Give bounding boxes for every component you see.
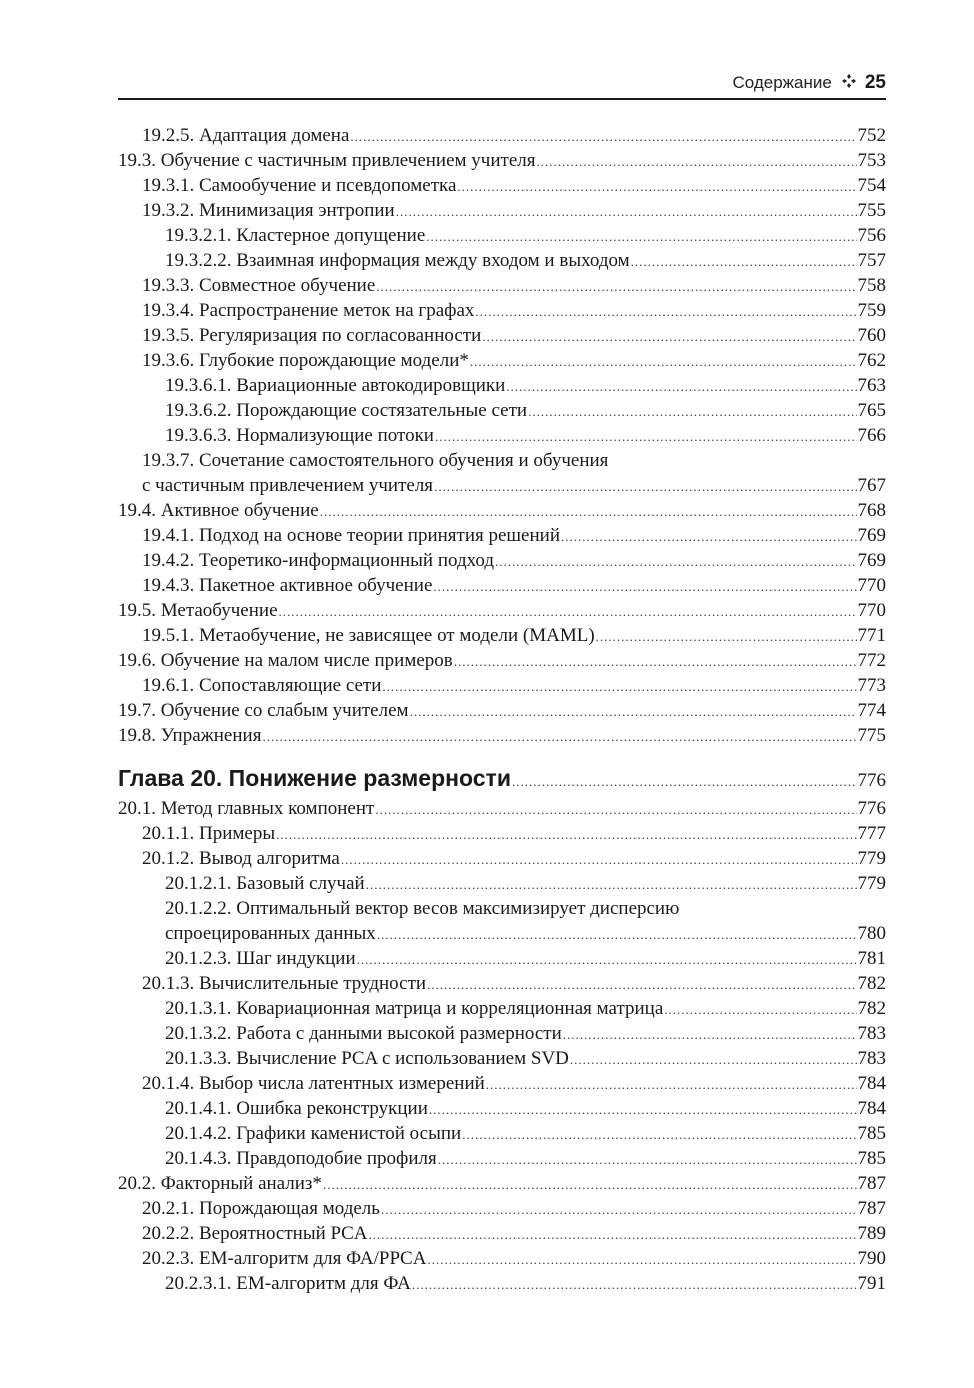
leader-dots bbox=[276, 822, 856, 847]
toc-entry-page: 752 bbox=[857, 125, 886, 146]
toc-entry-page: 769 bbox=[857, 550, 886, 571]
leader-dots bbox=[596, 624, 857, 649]
toc-entry-page: 783 bbox=[857, 1023, 886, 1044]
toc-entry-title: 20.1.2.3. Шаг индукции bbox=[165, 948, 356, 969]
toc-entry[interactable] bbox=[118, 698, 886, 723]
toc-entry[interactable] bbox=[118, 123, 886, 148]
leader-dots bbox=[426, 224, 856, 249]
toc-entry[interactable] bbox=[118, 623, 886, 648]
toc-entry-continuation[interactable] bbox=[118, 921, 886, 946]
toc-entry-page: 754 bbox=[857, 175, 886, 196]
leader-dots bbox=[396, 199, 857, 224]
toc-entry-title: 19.4.1. Подход на основе теории принятия решений bbox=[142, 525, 560, 546]
leader-dots bbox=[486, 1072, 857, 1097]
toc-entry-title: 19.4.3. Пакетное активное обучение bbox=[142, 575, 433, 596]
toc-entry-title: 20.2.2. Вероятностный PCA bbox=[142, 1223, 368, 1244]
toc-entry[interactable] bbox=[118, 273, 886, 298]
leader-dots bbox=[350, 124, 856, 149]
toc-entry-page: 783 bbox=[857, 1048, 886, 1069]
toc-entry-page: 765 bbox=[857, 400, 886, 421]
leader-dots bbox=[475, 299, 856, 324]
toc-entry[interactable] bbox=[118, 398, 886, 423]
toc-entry[interactable] bbox=[118, 1021, 886, 1046]
toc-entry-page: 787 bbox=[857, 1173, 886, 1194]
toc-entry[interactable] bbox=[118, 198, 886, 223]
toc-entry[interactable] bbox=[118, 1196, 886, 1221]
toc-entry[interactable] bbox=[118, 821, 886, 846]
toc-entry-title: 19.3.3. Совместное обучение bbox=[142, 275, 376, 296]
toc-entry[interactable] bbox=[118, 148, 886, 173]
toc-entry-title: 19.6. Обучение на малом числе примеров bbox=[118, 650, 453, 671]
toc-entry-page: 773 bbox=[857, 675, 886, 696]
toc-entry-page: 753 bbox=[857, 150, 886, 171]
toc-entry-title: 19.3.2. Минимизация энтропии bbox=[142, 200, 395, 221]
toc-entry[interactable] bbox=[118, 498, 886, 523]
toc-entry-title: 19.7. Обучение со слабым учителем bbox=[118, 700, 409, 721]
leader-dots bbox=[536, 149, 856, 174]
toc-entry-continuation[interactable] bbox=[118, 473, 886, 498]
toc-entry-page: 762 bbox=[857, 350, 886, 371]
toc-entry-title: 19.3.7. Сочетание самостоятельного обучения и обучения bbox=[142, 450, 609, 471]
toc-entry-page: 785 bbox=[857, 1123, 886, 1144]
leader-dots bbox=[381, 1197, 857, 1222]
four-diamond-ornament-icon bbox=[842, 74, 856, 91]
toc-entry[interactable] bbox=[118, 173, 886, 198]
leader-dots bbox=[279, 599, 857, 624]
toc-entry[interactable] bbox=[118, 598, 886, 623]
toc-entry[interactable] bbox=[118, 946, 886, 971]
leader-dots bbox=[438, 1147, 857, 1172]
toc-entry-title: 19.6.1. Сопоставляющие сети bbox=[142, 675, 382, 696]
toc-entry-page: 779 bbox=[857, 848, 886, 869]
leader-dots bbox=[570, 1047, 857, 1072]
toc-entry-title: 20.1.3.1. Ковариационная матрица и корреляционная матрица bbox=[165, 998, 664, 1019]
toc-entry-title: 19.5.1. Метаобучение, не зависящее от модели (MAML) bbox=[142, 625, 595, 646]
table-of-contents bbox=[118, 123, 886, 1296]
toc-entry[interactable] bbox=[118, 248, 886, 273]
toc-entry-page: 791 bbox=[857, 1273, 886, 1294]
leader-dots bbox=[382, 674, 856, 699]
leader-dots bbox=[528, 399, 856, 424]
toc-entry-page: 776 bbox=[857, 770, 886, 791]
toc-entry[interactable] bbox=[118, 1171, 886, 1196]
toc-entry-title: 19.3.6.1. Вариационные автокодировщики bbox=[165, 375, 506, 396]
leader-dots bbox=[375, 797, 856, 822]
leader-dots bbox=[462, 1122, 856, 1147]
toc-entry-title: 19.8. Упражнения bbox=[118, 725, 262, 746]
toc-entry-title: 19.5. Метаобучение bbox=[118, 600, 278, 621]
toc-chapter-heading[interactable] bbox=[118, 760, 886, 796]
toc-entry-title: 20.1.4.2. Графики каменистой осыпи bbox=[165, 1123, 462, 1144]
leader-dots bbox=[457, 174, 856, 199]
toc-entry-page: 781 bbox=[857, 948, 886, 969]
leader-dots bbox=[563, 1022, 857, 1047]
toc-entry-page: 777 bbox=[857, 823, 886, 844]
toc-entry-title: 20.1.3.2. Работа с данными высокой размерности bbox=[165, 1023, 562, 1044]
toc-entry[interactable] bbox=[118, 223, 886, 248]
leader-dots bbox=[341, 847, 857, 872]
toc-entry-page: 780 bbox=[857, 923, 886, 944]
toc-entry-title: 19.3.6.2. Порождающие состязательные сети bbox=[165, 400, 528, 421]
toc-entry-page: 759 bbox=[857, 300, 886, 321]
leader-dots bbox=[368, 1222, 856, 1247]
toc-entry[interactable] bbox=[118, 996, 886, 1021]
leader-dots bbox=[262, 724, 856, 749]
leader-dots bbox=[320, 499, 857, 524]
leader-dots bbox=[470, 349, 857, 374]
page-number: 25 bbox=[864, 72, 886, 93]
toc-entry-title-continuation: с частичным привлечением учителя bbox=[142, 475, 434, 496]
leader-dots bbox=[434, 474, 856, 499]
toc-entry[interactable] bbox=[118, 673, 886, 698]
toc-entry-page: 789 bbox=[857, 1223, 886, 1244]
toc-entry-title: 20.1.4.1. Ошибка реконструкции bbox=[165, 1098, 428, 1119]
toc-entry-page: 774 bbox=[857, 700, 886, 721]
toc-entry[interactable] bbox=[118, 1146, 886, 1171]
toc-entry-title: 20.1.1. Примеры bbox=[142, 823, 276, 844]
toc-entry-title: 19.3.5. Регуляризация по согласованности bbox=[142, 325, 482, 346]
toc-entry-page: 758 bbox=[857, 275, 886, 296]
toc-entry-title-continuation: спроецированных данных bbox=[165, 923, 376, 944]
toc-entry-page: 766 bbox=[857, 425, 886, 446]
leader-dots bbox=[323, 1172, 857, 1197]
toc-entry-title: 19.3.6. Глубокие порождающие модели* bbox=[142, 350, 469, 371]
toc-entry-title: 20.2. Факторный анализ* bbox=[118, 1173, 322, 1194]
toc-entry[interactable] bbox=[118, 523, 886, 548]
toc-entry-page: 772 bbox=[857, 650, 886, 671]
toc-entry-title: 20.1.2.1. Базовый случай bbox=[165, 873, 365, 894]
toc-entry[interactable] bbox=[118, 448, 886, 473]
toc-entry-page: 785 bbox=[857, 1148, 886, 1169]
toc-entry[interactable] bbox=[118, 348, 886, 373]
toc-entry-page: 768 bbox=[857, 500, 886, 521]
toc-entry[interactable] bbox=[118, 1246, 886, 1271]
toc-entry[interactable] bbox=[118, 1071, 886, 1096]
toc-entry-title: Глава 20. Понижение размерности bbox=[118, 765, 511, 791]
toc-entry-page: 770 bbox=[857, 575, 886, 596]
toc-entry-title: 20.2.3.1. EM-алгоритм для ФА bbox=[165, 1273, 411, 1294]
toc-entry-page: 779 bbox=[857, 873, 886, 894]
toc-entry-title: 20.1. Метод главных компонент bbox=[118, 798, 375, 819]
toc-entry-page: 757 bbox=[857, 250, 886, 271]
toc-entry-page: 756 bbox=[857, 225, 886, 246]
toc-entry-page: 755 bbox=[857, 200, 886, 221]
toc-entry-title: 20.1.4.3. Правдоподобие профиля bbox=[165, 1148, 437, 1169]
toc-entry[interactable] bbox=[118, 373, 886, 398]
toc-entry-title: 19.4.2. Теоретико-информационный подход bbox=[142, 550, 495, 571]
toc-entry[interactable] bbox=[118, 1046, 886, 1071]
toc-entry-page: 776 bbox=[857, 798, 886, 819]
toc-entry-title: 20.1.2.2. Оптимальный вектор весов максимизирует дисперсию bbox=[165, 898, 680, 919]
leader-dots bbox=[631, 249, 857, 274]
toc-entry-title: 20.1.2. Вывод алгоритма bbox=[142, 848, 340, 869]
toc-entry-title: 20.1.4. Выбор числа латентных измерений bbox=[142, 1073, 485, 1094]
leader-dots bbox=[435, 424, 857, 449]
toc-entry[interactable] bbox=[118, 846, 886, 871]
toc-entry[interactable] bbox=[118, 1121, 886, 1146]
toc-entry-page: 790 bbox=[857, 1248, 886, 1269]
leader-dots bbox=[377, 922, 857, 947]
toc-entry[interactable] bbox=[118, 796, 886, 821]
leader-dots bbox=[376, 274, 856, 299]
toc-entry[interactable] bbox=[118, 723, 886, 748]
toc-entry-title: 20.1.3.3. Вычисление PCA с использованием SVD bbox=[165, 1048, 569, 1069]
toc-entry[interactable] bbox=[118, 1221, 886, 1246]
toc-entry-title: 19.3.6.3. Нормализующие потоки bbox=[165, 425, 434, 446]
leader-dots bbox=[366, 872, 857, 897]
toc-entry-title: 19.3.2.1. Кластерное допущение bbox=[165, 225, 426, 246]
running-header-title: Содержание bbox=[732, 73, 832, 92]
leader-dots bbox=[410, 699, 857, 724]
leader-dots bbox=[561, 524, 857, 549]
toc-entry[interactable] bbox=[118, 548, 886, 573]
leader-dots bbox=[412, 1272, 857, 1297]
leader-dots bbox=[454, 649, 857, 674]
toc-entry-page: 771 bbox=[857, 625, 886, 646]
toc-entry[interactable] bbox=[118, 896, 886, 921]
leader-dots bbox=[427, 1247, 856, 1272]
toc-entry-title: 19.3.4. Распространение меток на графах bbox=[142, 300, 475, 321]
toc-entry-title: 19.3. Обучение с частичным привлечением учителя bbox=[118, 150, 536, 171]
toc-entry-page: 784 bbox=[857, 1098, 886, 1119]
toc-entry-title: 19.3.1. Самообучение и псевдопометка bbox=[142, 175, 457, 196]
toc-entry-page: 760 bbox=[857, 325, 886, 346]
toc-entry-page: 787 bbox=[857, 1198, 886, 1219]
toc-entry[interactable] bbox=[118, 423, 886, 448]
leader-dots bbox=[357, 947, 857, 972]
toc-entry[interactable] bbox=[118, 971, 886, 996]
toc-entry-page: 775 bbox=[857, 725, 886, 746]
toc-entry[interactable] bbox=[118, 323, 886, 348]
toc-entry-page: 782 bbox=[857, 973, 886, 994]
toc-entry[interactable] bbox=[118, 648, 886, 673]
toc-entry-page: 782 bbox=[857, 998, 886, 1019]
toc-entry[interactable] bbox=[118, 871, 886, 896]
leader-dots bbox=[512, 764, 857, 800]
toc-entry-page: 763 bbox=[857, 375, 886, 396]
toc-entry[interactable] bbox=[118, 1096, 886, 1121]
toc-entry-page: 767 bbox=[857, 475, 886, 496]
toc-entry-page: 770 bbox=[857, 600, 886, 621]
toc-entry[interactable] bbox=[118, 1271, 886, 1296]
running-header bbox=[118, 66, 886, 100]
toc-entry-title: 19.2.5. Адаптация домена bbox=[142, 125, 350, 146]
leader-dots bbox=[433, 574, 856, 599]
leader-dots bbox=[495, 549, 856, 574]
toc-entry-title: 19.4. Активное обучение bbox=[118, 500, 319, 521]
leader-dots bbox=[506, 374, 856, 399]
leader-dots bbox=[427, 972, 856, 997]
toc-entry-page: 769 bbox=[857, 525, 886, 546]
toc-entry[interactable] bbox=[118, 573, 886, 598]
toc-entry-title: 19.3.2.2. Взаимная информация между входом и выходом bbox=[165, 250, 630, 271]
leader-dots bbox=[429, 1097, 857, 1122]
toc-entry-page: 784 bbox=[857, 1073, 886, 1094]
toc-entry-title: 20.2.3. EM-алгоритм для ФА/PPCA bbox=[142, 1248, 427, 1269]
toc-entry-title: 20.1.3. Вычислительные трудности bbox=[142, 973, 427, 994]
toc-entry-title: 20.2.1. Порождающая модель bbox=[142, 1198, 380, 1219]
toc-entry[interactable] bbox=[118, 298, 886, 323]
leader-dots bbox=[664, 997, 856, 1022]
leader-dots bbox=[482, 324, 856, 349]
